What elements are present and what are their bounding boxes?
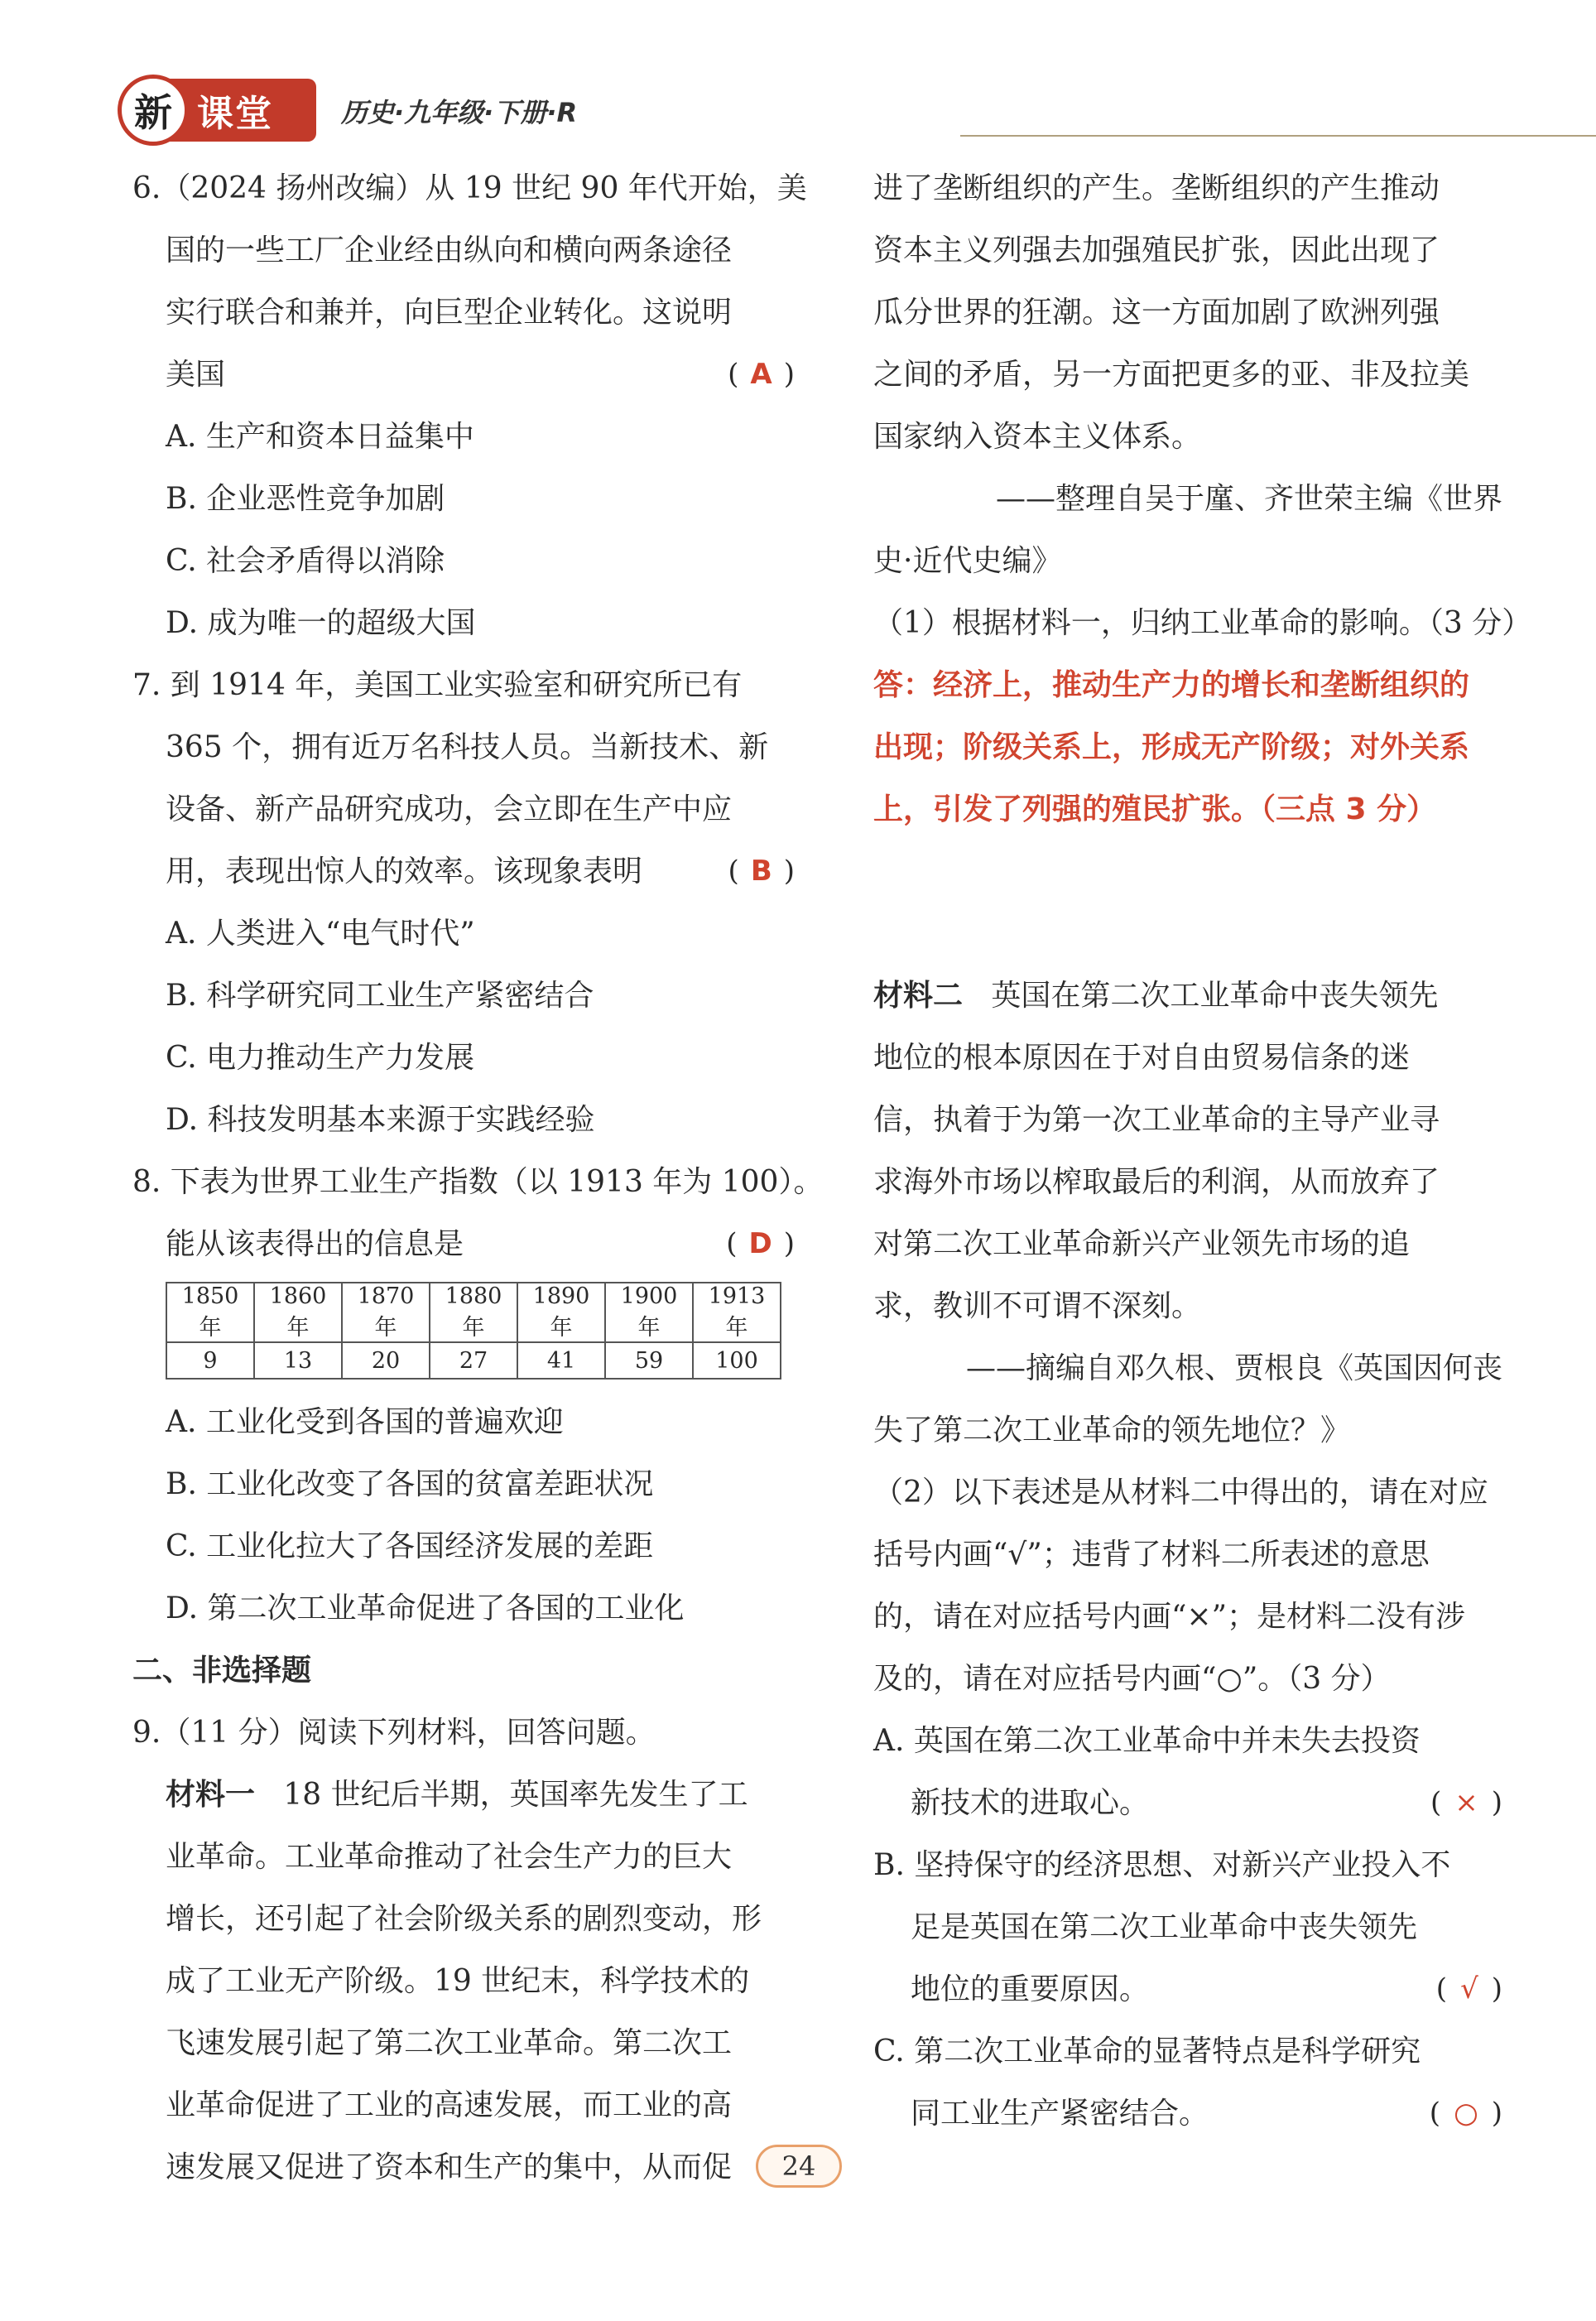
- material-line: 业革命促进了工业的高速发展，而工业的高: [166, 2088, 733, 2122]
- question-line: 国的一些工厂企业经由纵向和横向两条途径: [166, 234, 733, 267]
- question-line: [132, 1213, 795, 1275]
- option: C. 社会矛盾得以消除: [166, 544, 445, 578]
- material-line: 信，执着于为第一次工业革命的主导产业寻: [873, 1103, 1440, 1137]
- question-line: [132, 840, 795, 903]
- option: A. 人类进入“电气时代”: [166, 917, 475, 951]
- page-number: 24: [756, 2145, 842, 2188]
- table-header-cell: 1850 年: [166, 1283, 254, 1342]
- item-line: C. 第二次工业革命的显著特点是科学研究: [873, 2034, 1421, 2068]
- left-column: [132, 157, 824, 2198]
- item-line: [873, 2083, 1502, 2145]
- answer-line: 出现；阶级关系上，形成无产阶级；对外关系: [873, 730, 1470, 764]
- judgement-item-c: [873, 2020, 1502, 2145]
- sub-question-2: [873, 1461, 1502, 1710]
- table-cell: 9: [166, 1342, 254, 1379]
- judgement-item-b: [873, 1834, 1502, 2020]
- table-cell: 27: [430, 1342, 517, 1379]
- material-line: 成了工业无产阶级。19 世纪末，科学技术的: [166, 1964, 750, 1998]
- item-line: B. 坚持保守的经济思想、对新兴产业投入不: [873, 1848, 1451, 1882]
- table-header-cell: 1890 年: [517, 1283, 605, 1342]
- material-line: 速发展又促进了资本和生产的集中，从而促: [166, 2150, 733, 2184]
- option: C. 工业化拉大了各国经济发展的差距: [166, 1529, 654, 1563]
- option: B. 工业化改变了各国的贫富差距状况: [166, 1467, 654, 1501]
- judgement-mark: ○: [1454, 2097, 1478, 2130]
- table-header-cell: 1900 年: [605, 1283, 693, 1342]
- page-header: [124, 79, 1498, 145]
- table-cell: 13: [254, 1342, 342, 1379]
- option: B. 企业恶性竞争加剧: [166, 482, 445, 516]
- table-header-cell: 1880 年: [430, 1283, 517, 1342]
- material-source: 史·近代史编》: [873, 544, 1062, 578]
- judgement-item-a: [873, 1710, 1502, 1834]
- item-line: 足是英国在第二次工业革命中丧失领先: [911, 1910, 1418, 1944]
- question-line: 8. 下表为世界工业生产指数（以 1913 年为 100）。: [132, 1165, 824, 1199]
- table-cell: 100: [693, 1342, 781, 1379]
- logo-first-char: 新: [118, 75, 189, 146]
- answer-paren: ( D ): [726, 1227, 795, 1260]
- question-line: 6.（2024 扬州改编）从 19 世纪 90 年代开始，美: [132, 171, 807, 205]
- question-line: 9.（11 分）阅读下列材料，回答问题。: [132, 1716, 656, 1750]
- material-2: [873, 965, 1502, 1461]
- material-line: 增长，还引起了社会阶级关系的剧烈变动，形: [166, 1902, 762, 1936]
- table-header-row: [166, 1283, 781, 1342]
- material-line: 地位的根本原因在于对自由贸易信条的迷: [873, 1041, 1411, 1075]
- table-header-cell: 1870 年: [342, 1283, 430, 1342]
- question-line-text: 用，表现出惊人的效率。该现象表明: [166, 855, 643, 888]
- answer-line: 上，引发了列强的殖民扩张。（三点 3 分）: [873, 792, 1437, 826]
- material-line: 之间的矛盾，另一方面把更多的亚、非及拉美: [873, 358, 1470, 392]
- question-line-text: 能从该表得出的信息是: [166, 1227, 464, 1261]
- answer-block-1: [873, 654, 1502, 840]
- question-line: 的，请在对应括号内画“×”；是材料二没有涉: [873, 1600, 1465, 1634]
- question-line: [132, 344, 795, 406]
- judgement-mark: ×: [1454, 1786, 1478, 1819]
- option: D. 第二次工业革命促进了各国的工业化: [166, 1591, 685, 1625]
- material-source: 失了第二次工业革命的领先地位？》: [873, 1413, 1351, 1447]
- item-line: [873, 1958, 1502, 2020]
- question-7: [132, 654, 795, 1151]
- material-line: 业革命。工业革命推动了社会生产力的巨大: [166, 1840, 733, 1874]
- table-row: [166, 1342, 781, 1379]
- question-line: 365 个，拥有近万名科技人员。当新技术、新: [166, 730, 769, 764]
- material-source: ——摘编自邓久根、贾根良《英国因何丧: [965, 1351, 1502, 1385]
- answer-letter: A: [750, 358, 772, 391]
- logo-text: 课堂: [197, 93, 273, 135]
- brand-logo: [124, 79, 316, 142]
- material-line: 求，教训不可谓不深刻。: [873, 1289, 1202, 1323]
- right-column: [873, 157, 1532, 2145]
- section-heading: 二、非选择题: [132, 1654, 312, 1688]
- question-line: 7. 到 1914 年，美国工业实验室和研究所已有: [132, 668, 743, 702]
- option: C. 电力推动生产力发展: [166, 1041, 475, 1075]
- question-line: 括号内画“√”；违背了材料二所表述的意思: [873, 1538, 1430, 1572]
- answer-letter: B: [750, 855, 772, 888]
- question-line: 实行联合和兼并，向巨型企业转化。这说明: [166, 296, 733, 330]
- header-rule: [960, 135, 1596, 137]
- material-line: 进了垄断组织的产生。垄断组织的产生推动: [873, 171, 1440, 205]
- material-label: 材料一: [166, 1778, 256, 1812]
- production-index-table: [166, 1282, 781, 1380]
- material-line: 飞速发展引起了第二次工业革命。第二次工: [166, 2026, 733, 2060]
- option: D. 成为唯一的超级大国: [166, 606, 476, 640]
- table-cell: 41: [517, 1342, 605, 1379]
- table-header-cell: 1860 年: [254, 1283, 342, 1342]
- item-line-text: 新技术的进取心。: [911, 1786, 1150, 1820]
- option: D. 科技发明基本来源于实践经验: [166, 1103, 595, 1137]
- option: A. 生产和资本日益集中: [166, 420, 474, 454]
- question-8: [132, 1151, 824, 1640]
- blank-space: [873, 840, 1502, 965]
- material-label: 材料二: [873, 979, 964, 1013]
- item-line-text: 地位的重要原因。: [911, 1972, 1150, 2006]
- answer-paren: ( A ): [728, 358, 795, 391]
- question-line: （2）以下表述是从材料二中得出的，请在对应: [873, 1476, 1488, 1510]
- item-line: [873, 1772, 1502, 1834]
- option: A. 工业化受到各国的普遍欢迎: [166, 1405, 564, 1439]
- question-9-start: [132, 1702, 795, 2198]
- answer-letter: D: [748, 1227, 772, 1260]
- material-1-continued: [873, 157, 1502, 592]
- material-line: 资本主义列强去加强殖民扩张，因此出现了: [873, 234, 1440, 267]
- material-line: 求海外市场以榨取最后的利润，从而放弃了: [873, 1165, 1440, 1199]
- material-source: ——整理自吴于廑、齐世荣主编《世界: [995, 482, 1502, 516]
- table-cell: 59: [605, 1342, 693, 1379]
- question-line: 设备、新产品研究成功，会立即在生产中应: [166, 792, 733, 826]
- answer-paren: ( ○ ): [1430, 2083, 1502, 2145]
- table-header-cell: 1913 年: [693, 1283, 781, 1342]
- material-text: 英国在第二次工业革命中丧失领先: [991, 979, 1439, 1013]
- material-line: [132, 1764, 795, 1826]
- answer-paren: ( √ ): [1436, 1958, 1502, 2020]
- answer-line: 答：经济上，推动生产力的增长和垄断组织的: [873, 668, 1470, 702]
- judgement-mark: √: [1460, 1972, 1478, 2006]
- answer-paren: ( × ): [1430, 1772, 1502, 1834]
- question-line: 及的，请在对应括号内画“○”。（3 分）: [873, 1662, 1391, 1696]
- material-line: 对第二次工业革命新兴产业领先市场的追: [873, 1227, 1411, 1261]
- option: B. 科学研究同工业生产紧密结合: [166, 979, 594, 1013]
- material-line: 瓜分世界的狂潮。这一方面加剧了欧洲列强: [873, 296, 1440, 330]
- sub-question-1: （1）根据材料一，归纳工业革命的影响。（3 分）: [873, 606, 1532, 640]
- answer-paren: ( B ): [728, 855, 795, 888]
- book-subtitle: 历史·九年级·下册·R: [341, 97, 578, 128]
- material-text: 18 世纪后半期，英国率先发生了工: [283, 1778, 748, 1812]
- material-line: 国家纳入资本主义体系。: [873, 420, 1202, 454]
- item-line-text: 同工业生产紧密结合。: [911, 2097, 1209, 2131]
- table-cell: 20: [342, 1342, 430, 1379]
- material-line: [873, 965, 1502, 1027]
- question-6: [132, 157, 807, 654]
- question-line-text: 美国: [166, 358, 226, 392]
- item-line: A. 英国在第二次工业革命中并未失去投资: [873, 1724, 1421, 1758]
